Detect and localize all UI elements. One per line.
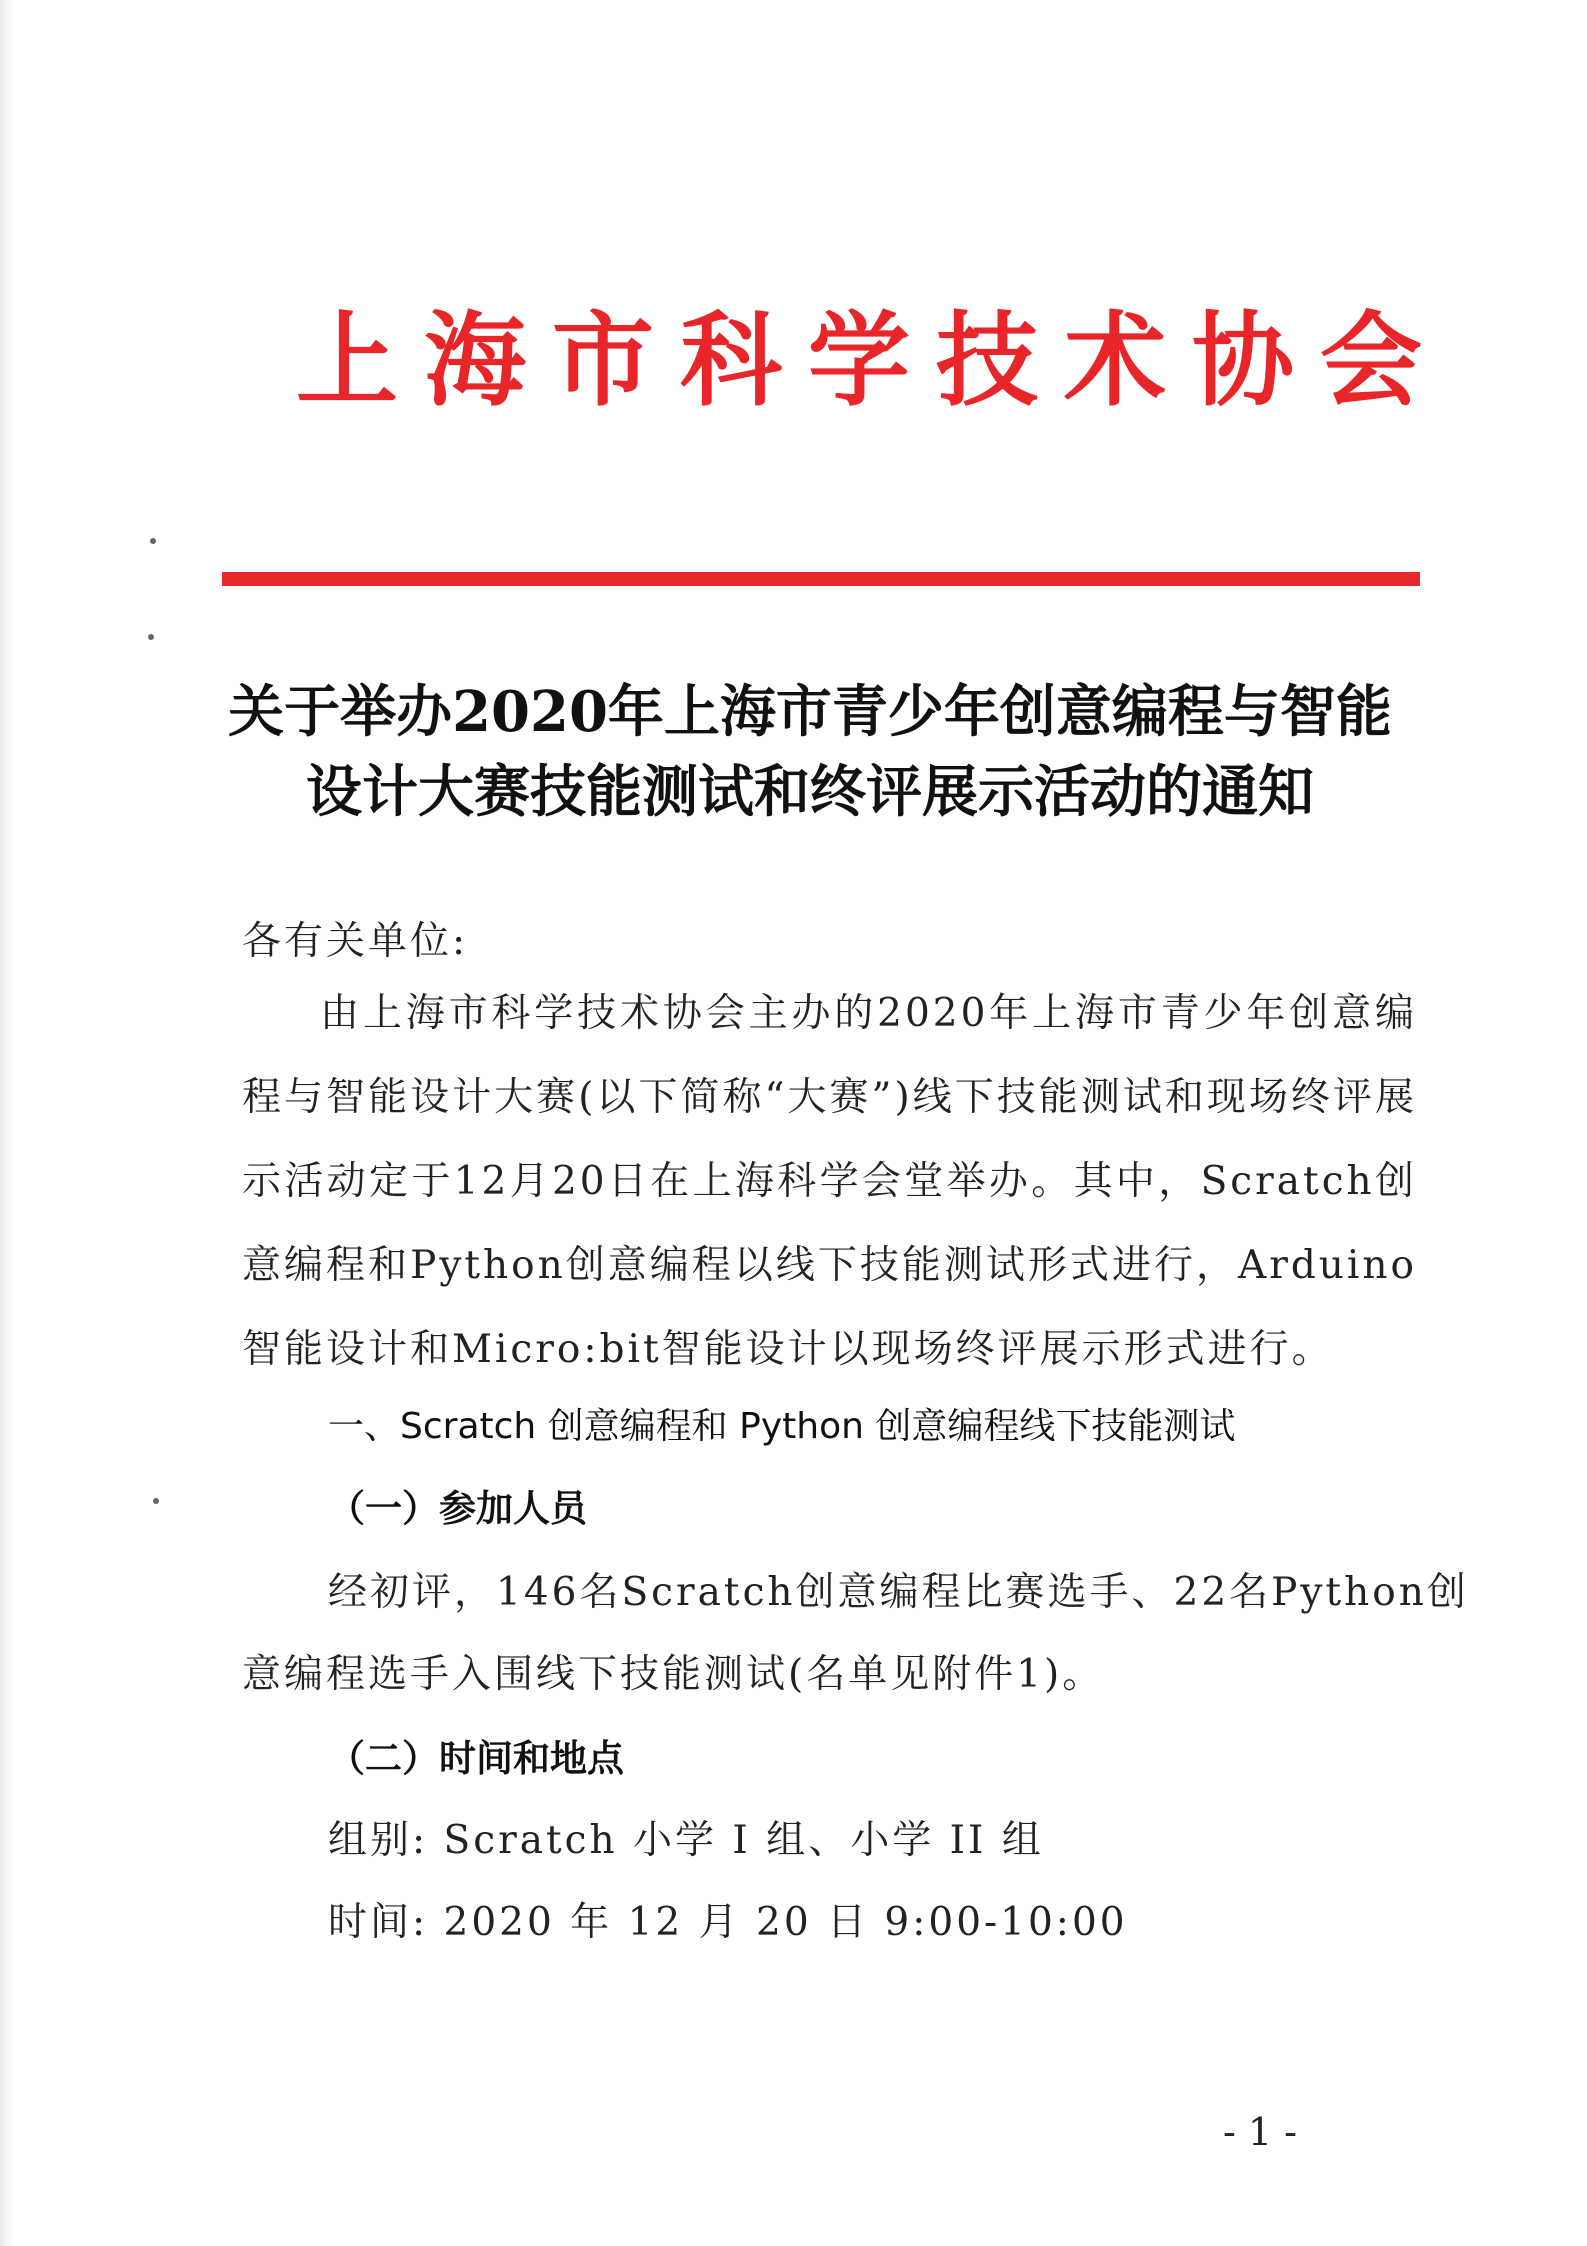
red-divider-rule	[222, 572, 1420, 586]
document-title	[200, 672, 1420, 832]
scan-edge	[0, 0, 14, 2246]
participants-text-line-1: 经初评，146名Scratch创意编程比赛选手、22名Python创	[328, 1570, 1469, 1615]
title-line-2: 设计大赛技能测试和终评展示活动的通知	[306, 759, 1314, 825]
organization-header: 上海市科学技术协会	[296, 302, 1448, 421]
title-line-1: 关于举办2020年上海市青少年创意编程与智能	[228, 679, 1392, 745]
scan-speck	[153, 1498, 159, 1504]
page-number: - 1 -	[1222, 2110, 1297, 2154]
scan-speck	[148, 634, 154, 640]
section-1-heading: 一、Scratch 创意编程和 Python 创意编程线下技能测试	[328, 1406, 1236, 1447]
subsection-participants-heading: （一）参加人员	[328, 1487, 587, 1530]
group-line: 组别: Scratch 小学 I 组、小学 II 组	[328, 1818, 1044, 1863]
subsection-time-place-heading: （二）时间和地点	[328, 1737, 624, 1780]
intro-paragraph: 由上海市科学技术协会主办的2020年上海市青少年创意编程与智能设计大赛(以下简称“大赛”)线下技能测试和现场终评展示活动定于12月20日在上海科学会堂举办。其中，Scratch创意编程和Python创意编程以线下技能测试形式进行，Arduino智能设计和Micro:bit智能设计以现场终评展示形式进行。	[242, 991, 1417, 1372]
scan-speck	[150, 538, 156, 544]
time-line: 时间: 2020 年 12 月 20 日 9:00-10:00	[328, 1900, 1128, 1945]
salutation: 各有关单位:	[242, 919, 469, 964]
participants-text-line-2: 意编程选手入围线下技能测试(名单见附件1)。	[242, 1652, 1105, 1697]
